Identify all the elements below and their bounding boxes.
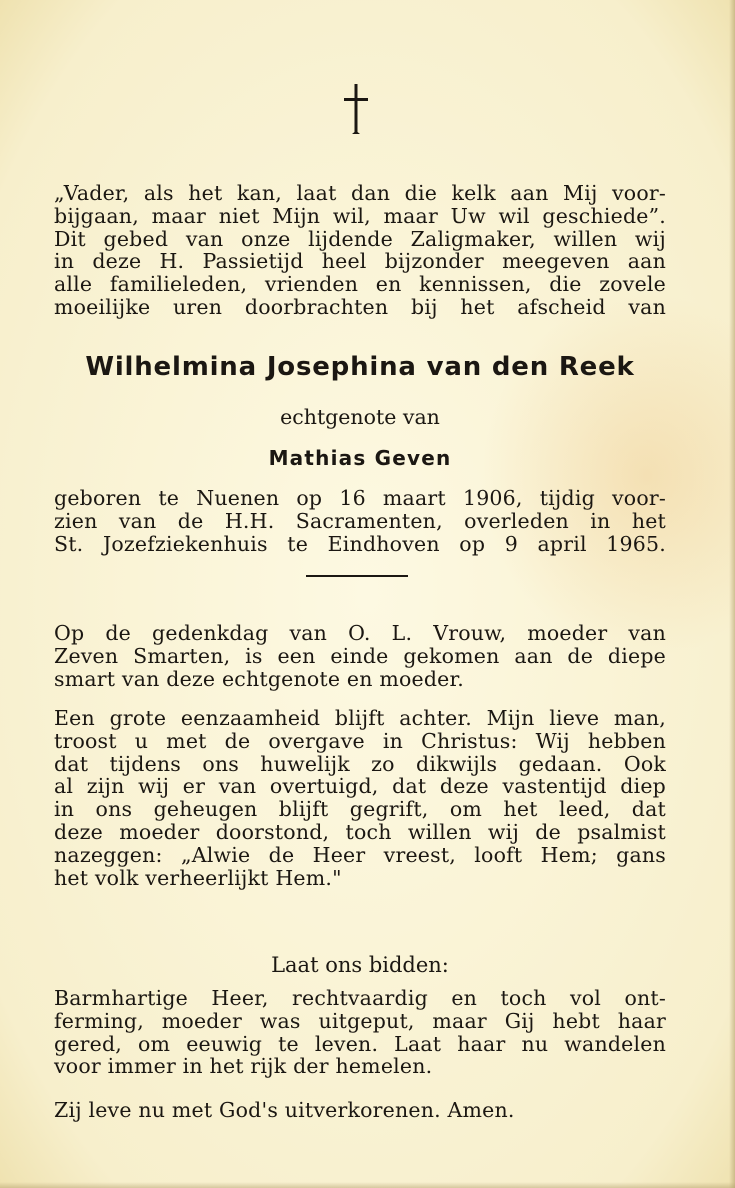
- loneliness-paragraph: [54, 707, 666, 889]
- prayer-line: gered, om eeuwig te leven. Laat haar nu wandelen: [54, 1031, 666, 1056]
- memorial-paragraph: [54, 622, 666, 690]
- memorial-line: smart van deze echtgenote en moeder.: [54, 666, 464, 691]
- intro-paragraph: [54, 182, 666, 319]
- closing-line: Zij leve nu met God's uitverkorenen. Amen.: [54, 1098, 515, 1122]
- spouse-name: Mathias Geven: [268, 446, 452, 470]
- loneliness-line: deze moeder doorstond, toch willen wij de psalmist: [54, 819, 666, 844]
- intro-line: alle familieleden, vrienden en kennissen, die zovele: [54, 272, 666, 297]
- intro-line: Dit gebed van onze lijdende Zaligmaker, willen wij: [54, 226, 666, 251]
- memorial-line: Zeven Smarten, is een einde gekomen aan de diepe: [54, 643, 666, 668]
- prayer-paragraph: [54, 987, 666, 1078]
- prayer-line: Barmhartige Heer, rechtvaardig en toch vol ont-: [54, 986, 666, 1010]
- loneliness-line: nazeggen: „Alwie de Heer vreest, looft Hem; gans: [54, 842, 666, 867]
- intro-line: moeilijke uren doorbrachten bij het afscheid van: [54, 294, 666, 319]
- life-line: geboren te Nuenen op 16 maart 1906, tijdig voor-: [54, 486, 666, 510]
- loneliness-line: het volk verheerlijkt Hem.": [54, 865, 342, 890]
- loneliness-line: dat tijdens ons huwelijk zo dikwijls gedaan. Ook: [54, 751, 666, 776]
- memorial-line: Op de gedenkdag van O. L. Vrouw, moeder van: [54, 621, 666, 645]
- spouse-label: echtgenote van: [280, 405, 440, 429]
- life-line: zien van de H.H. Sacramenten, overleden in het: [54, 508, 666, 533]
- closing-paragraph: [54, 1099, 666, 1122]
- loneliness-line: Een grote eenzaamheid blijft achter. Mijn lieve man,: [54, 706, 666, 730]
- loneliness-line: al zijn wij er van overtuigd, dat deze vastentijd diep: [54, 774, 666, 799]
- intro-line: bijgaan, maar niet Mijn wil, maar Uw wil geschiede”.: [54, 203, 666, 228]
- intro-line: „Vader, als het kan, laat dan die kelk aan Mij voor-: [54, 181, 666, 205]
- card-edge: [0, 1182, 735, 1188]
- divider: [306, 575, 408, 577]
- deceased-name: Wilhelmina Josephina van den Reek: [85, 352, 635, 382]
- card-edge: [729, 0, 735, 1188]
- intro-line: in deze H. Passietijd heel bijzonder meegeven aan: [54, 249, 666, 274]
- loneliness-line: in ons geheugen blijft gegrift, om het leed, dat: [54, 797, 666, 822]
- loneliness-line: troost u met de overgave in Christus: Wij hebben: [54, 728, 666, 753]
- prayer-heading: Laat ons bidden:: [271, 953, 449, 977]
- cross-icon: [338, 82, 374, 136]
- prayer-line: voor immer in het rijk der hemelen.: [54, 1054, 433, 1079]
- prayer-line: ferming, moeder was uitgeput, maar Gij hebt haar: [54, 1008, 666, 1033]
- life-paragraph: [54, 487, 666, 555]
- life-line: St. Jozefziekenhuis te Eindhoven op 9 april 1965.: [54, 531, 666, 556]
